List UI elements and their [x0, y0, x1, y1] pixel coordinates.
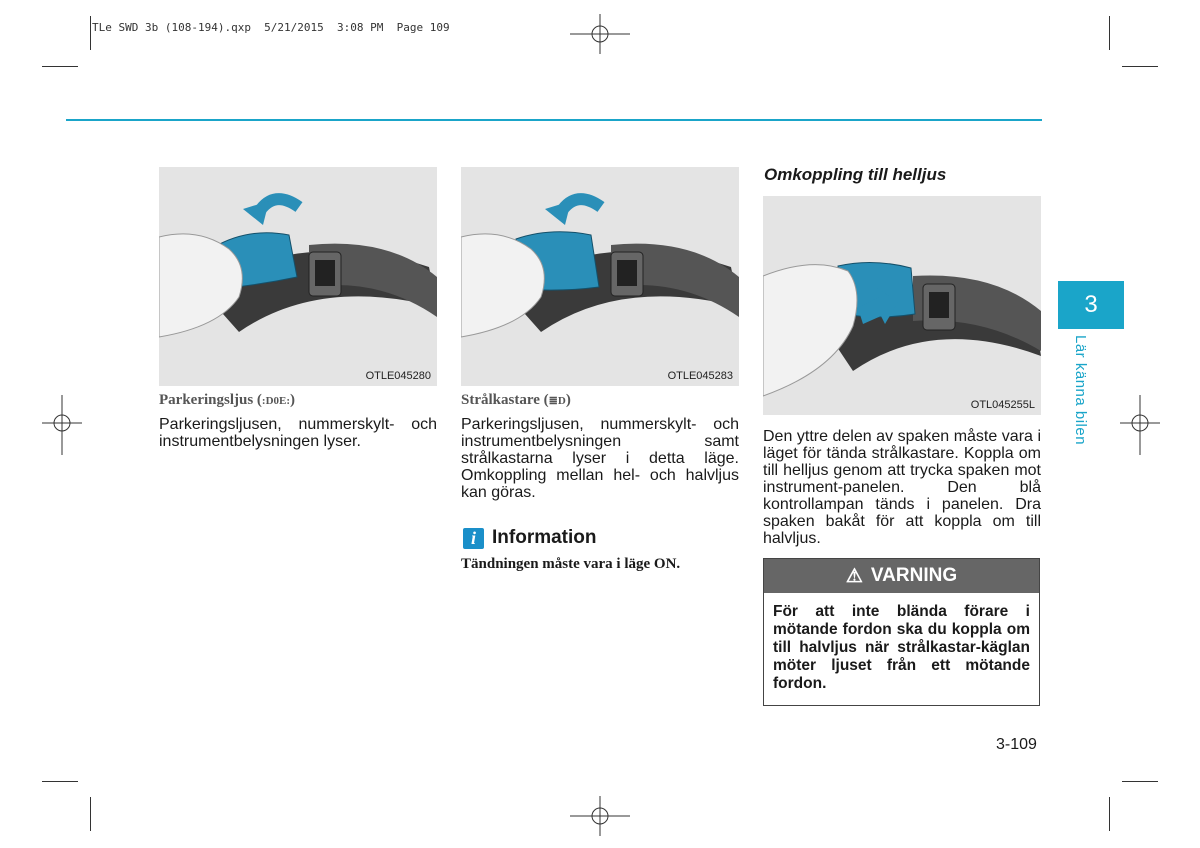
- registration-mark-left: [42, 395, 82, 455]
- print-slug: TLe SWD 3b (108-194).qxp 5/21/2015 3:08 PM Page 109: [92, 21, 450, 34]
- warning-text: För att inte blända förare i mötande fordon ska du koppla om till halvljus när strålkastar-käglan möter ljuset från ett mötande fordon.: [773, 603, 1030, 692]
- figure-parking-light: [159, 167, 437, 386]
- body-high-beam: Den yttre delen av spaken måste vara i läget för tända strålkastare. Koppla om till helljus genom att trycka spaken mot instrument-panelen. Den blå kontrollampan tänds i panelen. Dra spaken bakåt för att koppla om till halvljus.: [763, 428, 1041, 547]
- registration-mark-top: [570, 14, 630, 54]
- chapter-title: Lär känna bilen: [1072, 335, 1089, 446]
- section-heading: Omkoppling till helljus: [764, 165, 947, 184]
- warning-box: [763, 558, 1040, 706]
- figure-code: OTLE045280: [365, 370, 431, 382]
- information-icon: i: [463, 528, 484, 549]
- page-number: 3-109: [996, 736, 1037, 753]
- chapter-tab: 3: [1058, 281, 1124, 329]
- header-rule: [66, 119, 1042, 121]
- parking-light-icon: :D0E:: [261, 394, 291, 407]
- registration-mark-right: [1120, 395, 1160, 455]
- warning-header: ⚠ VARNING: [764, 559, 1039, 593]
- caption-headlight: Strålkastare (≣D): [461, 392, 571, 408]
- body-headlight: Parkeringsljusen, nummerskylt- och instrumentbelysningen samt strålkastarna lyser i detta läge. Omkoppling mellan hel- och halvljus kan göras.: [461, 416, 739, 501]
- information-heading: i Information: [463, 527, 597, 549]
- information-text: Tändningen måste vara i läge ON.: [461, 556, 681, 572]
- figure-headlight: [461, 167, 739, 386]
- body-parking-light: Parkeringsljusen, nummerskylt- och instrumentbelysningen lyser.: [159, 416, 437, 450]
- figure-code: OTL045255L: [970, 399, 1035, 411]
- registration-mark-bottom: [570, 796, 630, 836]
- headlight-icon: ≣D: [548, 395, 566, 408]
- caption-parking-light: Parkeringsljus (:D0E:): [159, 392, 296, 408]
- figure-high-beam: [763, 196, 1041, 415]
- warning-triangle-icon: ⚠: [845, 565, 863, 587]
- figure-code: OTLE045283: [667, 370, 733, 382]
